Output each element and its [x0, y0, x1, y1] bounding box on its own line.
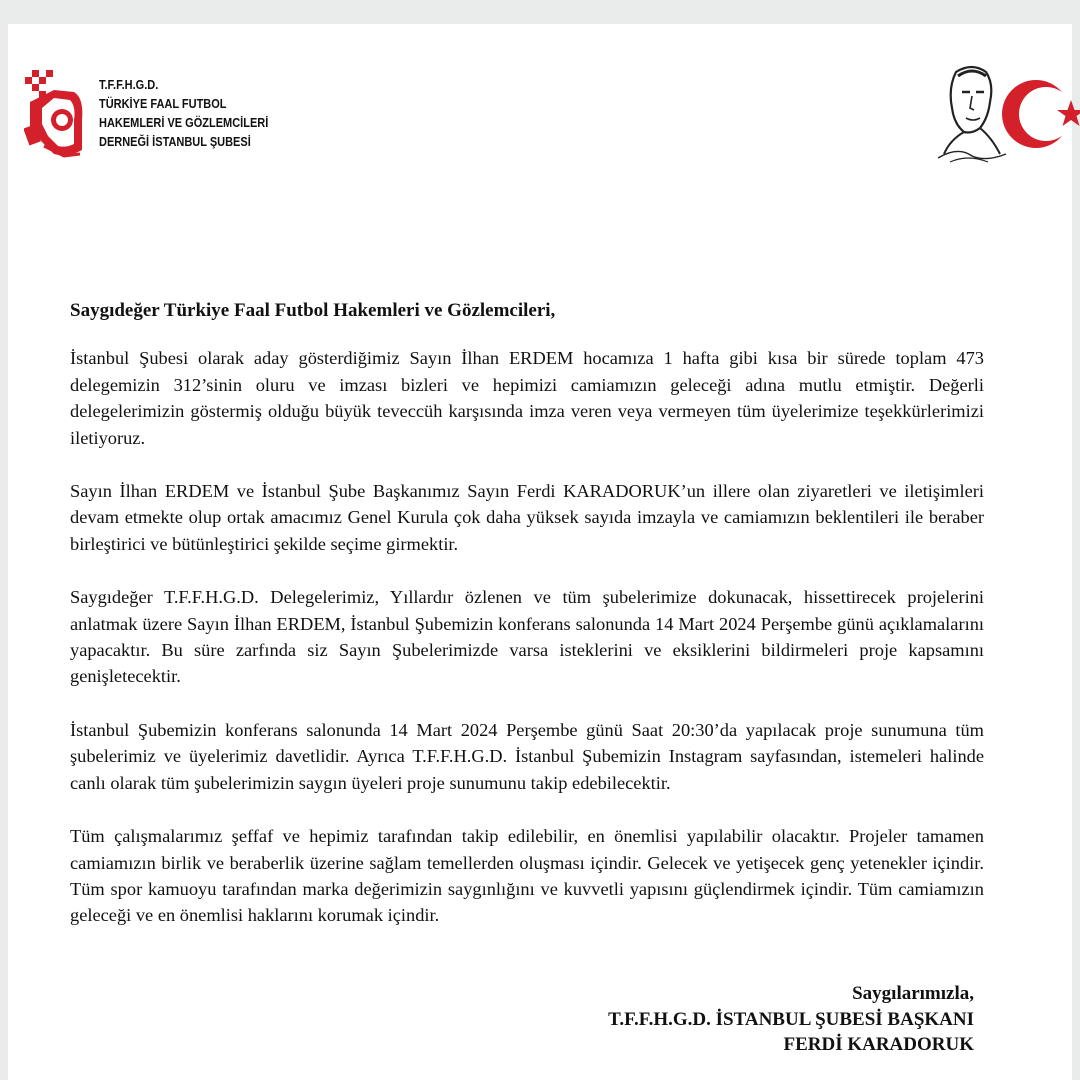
- organization-name: [99, 76, 268, 152]
- ataturk-portrait-icon: [938, 67, 1006, 162]
- closing: Saygılarımızla,: [852, 983, 974, 1004]
- org-line: TÜRKİYE FAAL FUTBOL: [99, 97, 227, 111]
- paragraph: Saygıdeğer T.F.F.H.G.D. Delegelerimiz, Yıllardır özlenen ve tüm şubelerimize dokunacak, hissettirecek projelerini anlatmak üzere Sayın İlhan ERDEM, İstanbul Şubemizin konferans salonunda 14 Mart 2024 Perşembe günü açıklamalarını yapacaktır. Bu süre zarfında siz Sayın Şubelerimizde varsa isteklerini ve eksiklerini bildirmeleri proje kapsamını genişletecektir.: [70, 587, 984, 687]
- org-line: HAKEMLERİ VE GÖZLEMCİLERİ: [99, 116, 269, 130]
- crescent-star-icon: [1002, 80, 1080, 148]
- salutation: Saygıdeğer Türkiye Faal Futbol Hakemleri ve Gözlemcileri,: [70, 300, 556, 321]
- header-emblem: [928, 62, 1080, 166]
- whistle-crest-icon: [24, 68, 86, 160]
- signer-title: T.F.F.H.G.D. İSTANBUL ŞUBESİ BAŞKANI: [608, 1008, 974, 1030]
- letter-body: [70, 298, 984, 956]
- paragraph: Tüm çalışmalarımız şeffaf ve hepimiz tarafından takip edilebilir, en önemlisi yapılabilir olacaktır. Projeler tamamen camiamızın birlik ve beraberlik üzerine sağlam temellerden oluşması içindir. Gelecek ve yetişecek genç yetenekler içindir. Tüm spor kamuoyu tarafından marka değerimizin saygınlığını ve kuvvetli yapısını güçlendirmek içindir. Tüm camiamızın geleceği ve en önemlisi haklarını korumak içindir.: [70, 826, 984, 926]
- paragraph: İstanbul Şubesi olarak aday gösterdiğimiz Sayın İlhan ERDEM hocamıza 1 hafta gibi kısa bir sürede toplam 473 delegemizin 312’sinin oluru ve imzası bizleri ve hepimizi camiamızın geleceği adına mutlu etmiştir. Değerli delegelerimizin göstermiş olduğu büyük teveccüh karşısında imza veren veya vermeyen tüm üyelerimize teşekkürlerimizi iletiyoruz.: [70, 348, 984, 448]
- paragraph: İstanbul Şubemizin konferans salonunda 14 Mart 2024 Perşembe günü Saat 20:30’da yapılacak proje sunumuna tüm şubelerimiz ve üyelerimiz davetlidir. Ayrıca T.F.F.H.G.D. İstanbul Şubemizin Instagram sayfasından, istemeleri halinde canlı olarak tüm şubelerimizin saygın üyeleri proje sunumunu takip edebilecektir.: [70, 719, 984, 793]
- paragraph: Sayın İlhan ERDEM ve İstanbul Şube Başkanımız Sayın Ferdi KARADORUK’un illere olan ziyaretleri ve iletişimleri devam etmekte olup ortak amacımız Genel Kurula çok daha yüksek sayıda imzayla ve camiamızın beklentileri ile beraber birleştirici ve bütünleştirici şekilde seçime girmektir.: [70, 481, 984, 554]
- signature-block: [608, 981, 974, 1058]
- org-line: T.F.F.H.G.D.: [99, 78, 159, 92]
- org-line: DERNEĞİ İSTANBUL ŞUBESİ: [99, 135, 251, 149]
- letter-page: [8, 24, 1072, 1080]
- signer-name: FERDİ KARADORUK: [783, 1034, 974, 1055]
